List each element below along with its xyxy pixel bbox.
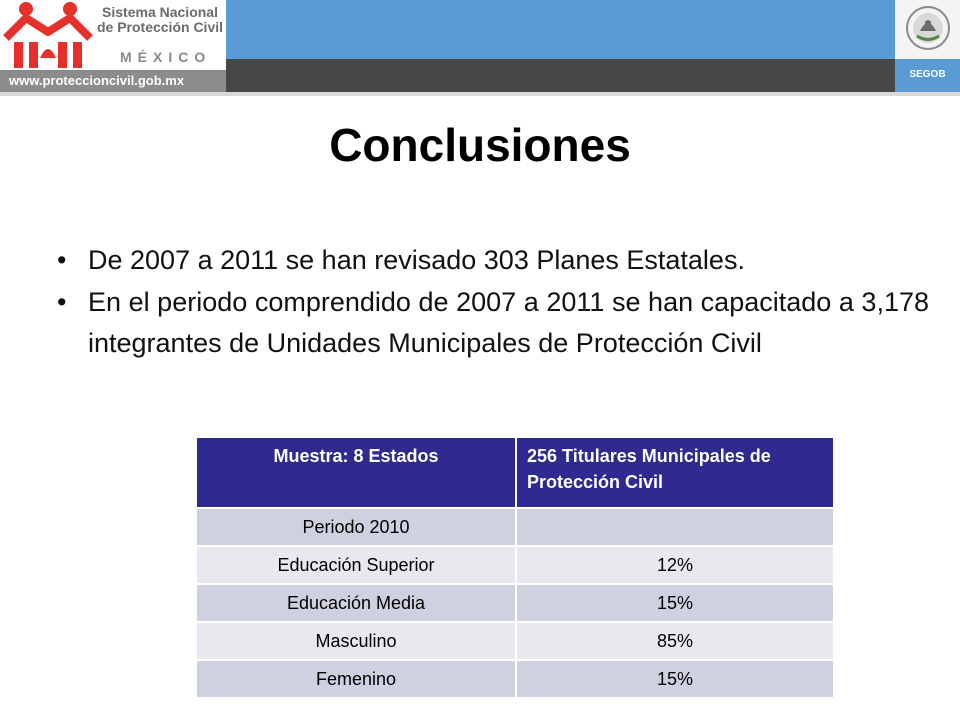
table-cell: Educación Media: [196, 584, 516, 622]
table-cell: Periodo 2010: [196, 508, 516, 546]
table-row: [196, 508, 834, 546]
segob-badge: [895, 59, 960, 92]
table-header-row: [196, 437, 834, 508]
table-cell: 15%: [516, 660, 834, 698]
page-title: Conclusiones: [329, 119, 631, 171]
bullet-dot-icon: •: [57, 245, 67, 275]
site-url[interactable]: www.proteccioncivil.gob.mx: [9, 73, 185, 88]
logo-name: [95, 5, 225, 35]
table-cell: Educación Superior: [196, 546, 516, 584]
header-divider: [0, 92, 960, 96]
bullet-text: De 2007 a 2011 se han revisado 303 Planes Estatales.: [88, 245, 745, 275]
logo-name-line2: de Protección Civil: [96, 19, 224, 35]
bullet-item: [57, 240, 929, 281]
header-blue-band: [226, 0, 895, 59]
table-row: [196, 546, 834, 584]
results-table: [195, 436, 835, 699]
table-cell: Masculino: [196, 622, 516, 660]
table-header-cell: 256 Titulares Municipales de Protección Civil: [516, 437, 834, 508]
protection-civil-logo-icon: [2, 0, 94, 70]
table-row: [196, 622, 834, 660]
snpc-logo: [0, 0, 226, 92]
table-cell: 12%: [516, 546, 834, 584]
segob-label: SEGOB: [909, 69, 946, 80]
table-cell: 85%: [516, 622, 834, 660]
bullet-item: [57, 282, 929, 364]
bullet-text: En el periodo comprendido de 2007 a 2011 se han capacitado a 3,178 integrantes de Unidades Municipales de Protección Civil: [88, 287, 929, 358]
table-row: [196, 660, 834, 698]
table-header-cell: Muestra: 8 Estados: [196, 437, 516, 508]
header-dark-band: [226, 59, 895, 92]
logo-country: MÉXICO: [120, 49, 212, 65]
logo-name-line1: Sistema Nacional: [102, 4, 218, 20]
url-bar: [0, 70, 226, 92]
table-cell: 15%: [516, 584, 834, 622]
slide-header: [0, 0, 960, 95]
table-cell: Femenino: [196, 660, 516, 698]
table-row: [196, 584, 834, 622]
national-seal-icon: [905, 3, 951, 55]
table-cell: [516, 508, 834, 546]
bullet-dot-icon: •: [57, 287, 67, 317]
bullet-list: [57, 240, 929, 365]
